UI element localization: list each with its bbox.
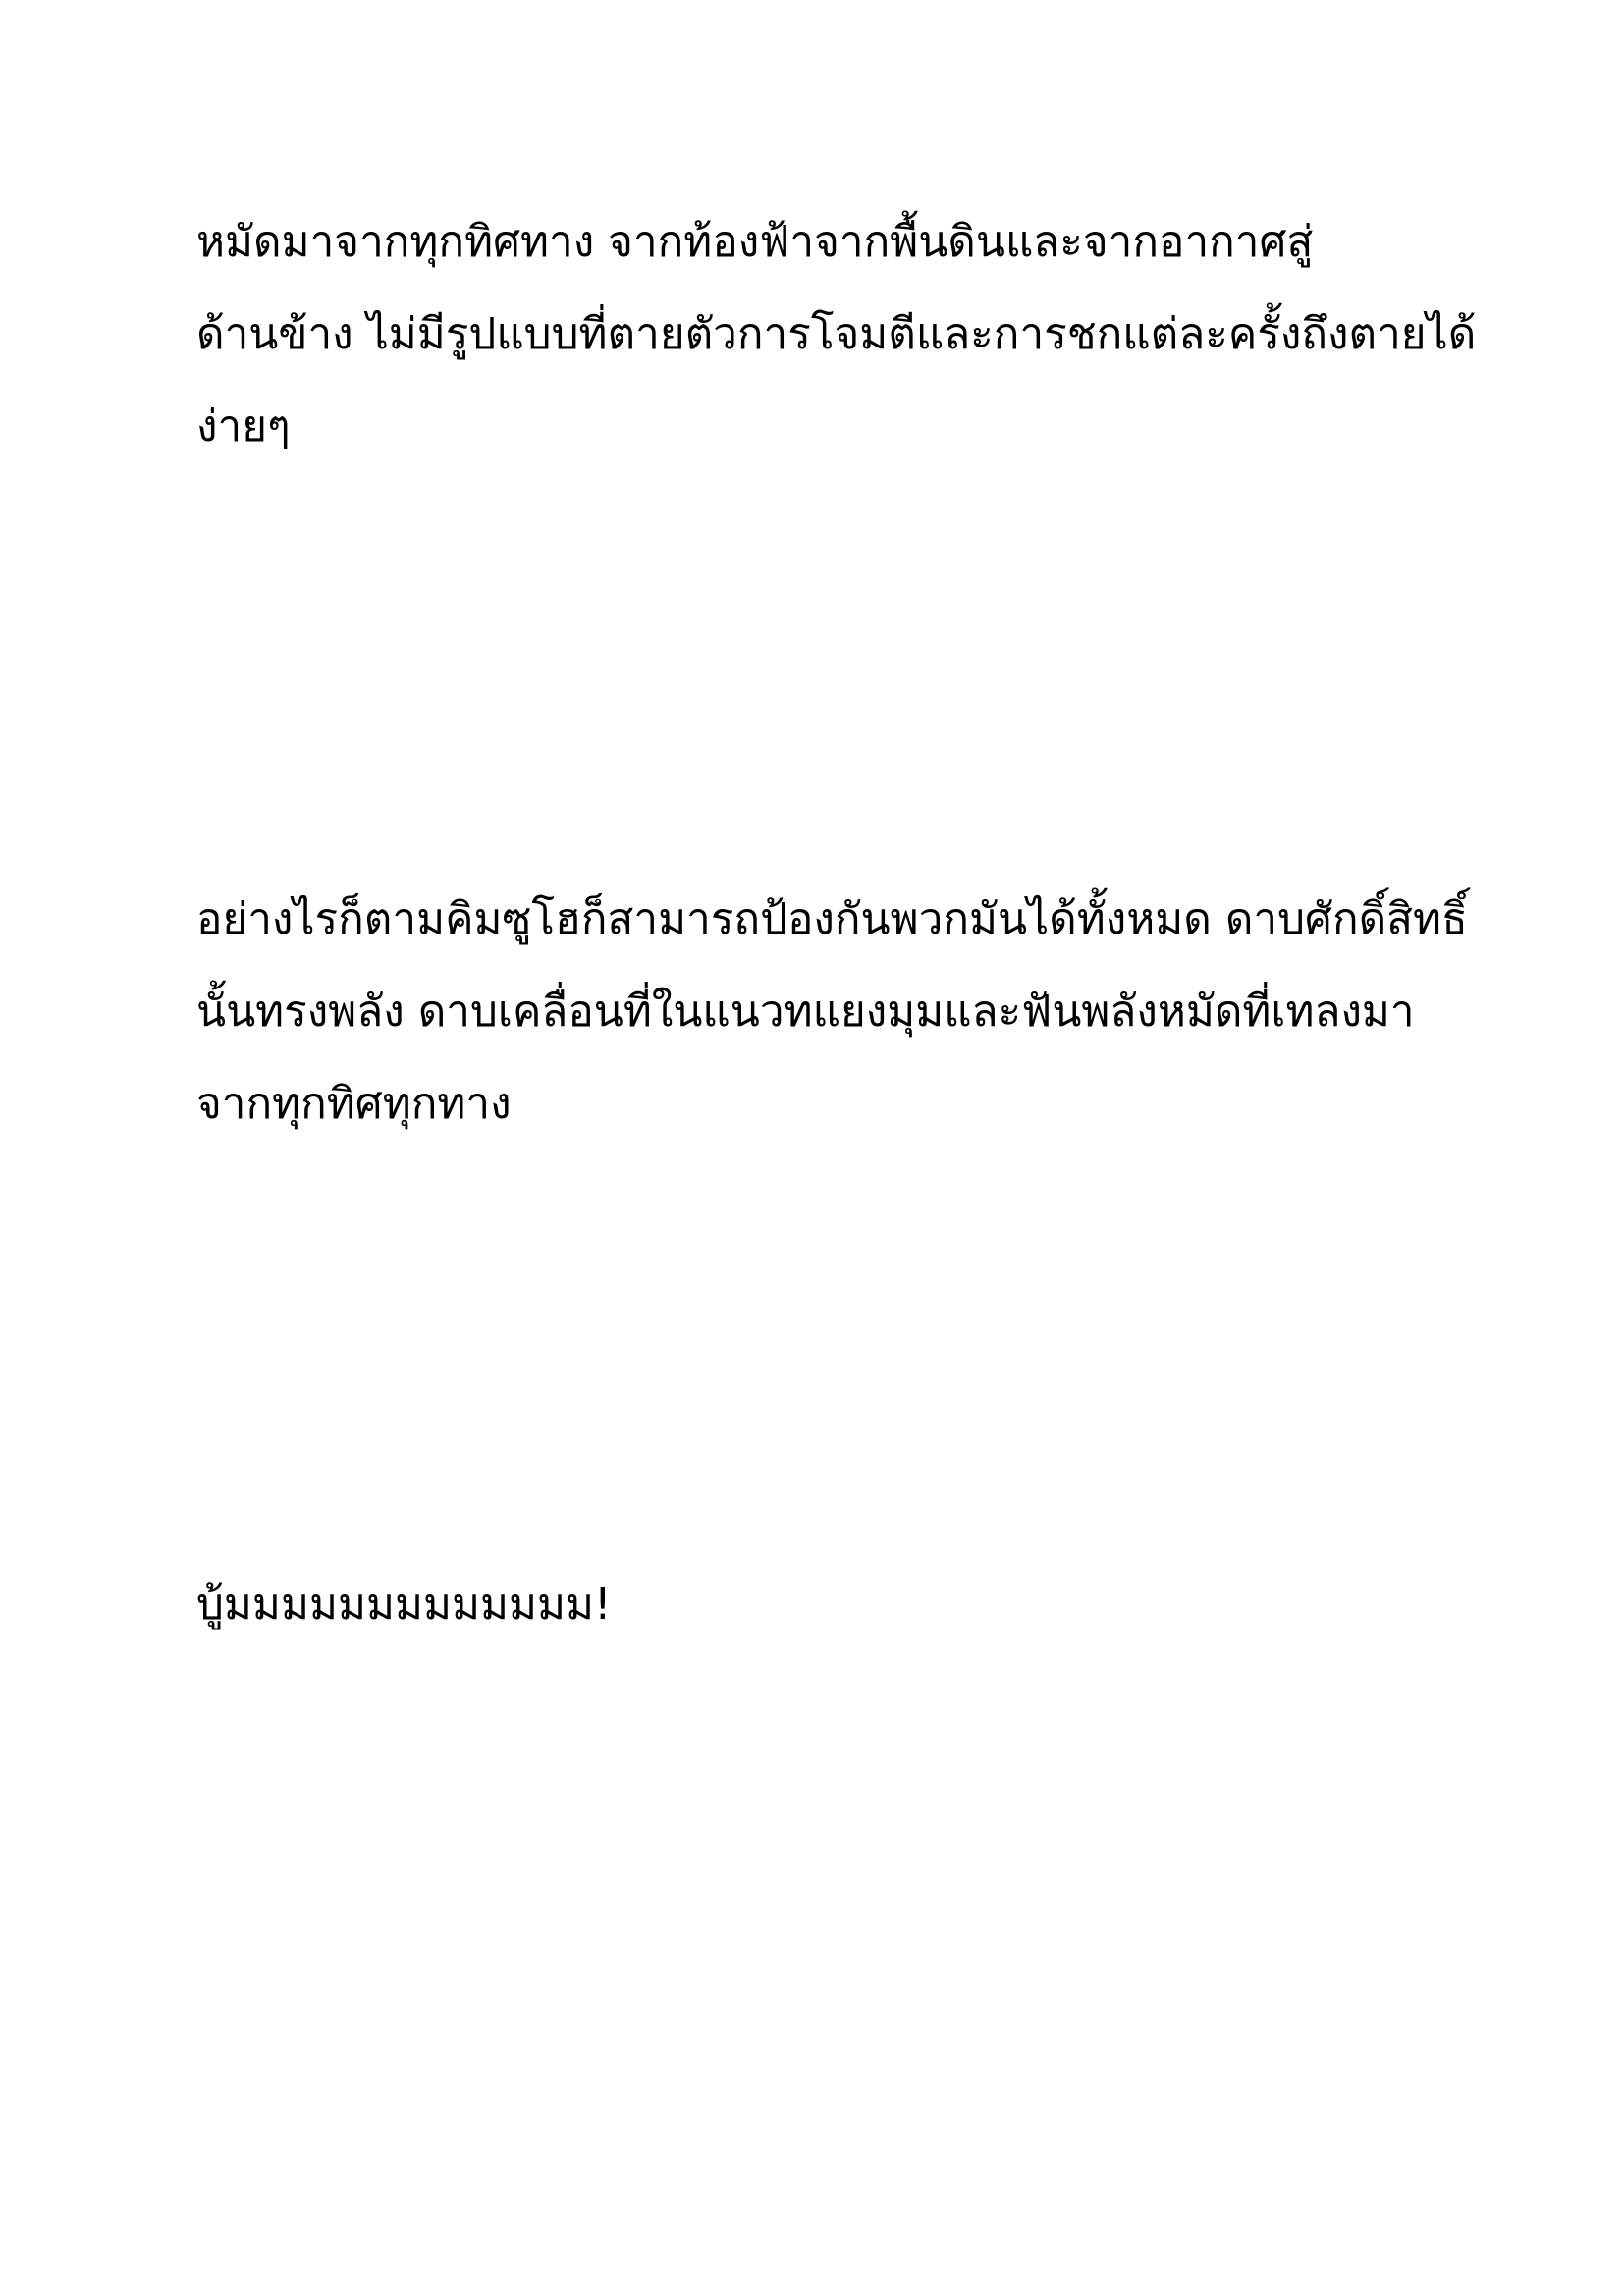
paragraph-punches <box>196 196 1477 473</box>
text-line: ง่ายๆ <box>196 401 291 452</box>
paragraph-holy-sword <box>196 874 1473 1150</box>
text-line: บู้มมมมมมมมมมมมม! <box>196 1579 612 1629</box>
text-line: ด้านข้าง ไม่มีรูปแบบที่ตายตัวการโจมตีและการชกแต่ละครั้งถึงตายได้ <box>196 309 1477 359</box>
text-line: นั้นทรงพลัง ดาบเคลื่อนที่ในแนวทแยงมุมและฟันพลังหมัดที่เทลงมา <box>196 987 1415 1037</box>
text-line: หมัดมาจากทุกทิศทาง จากท้องฟ้าจากพื้นดินและจากอากาศสู่ <box>196 217 1314 267</box>
text-line: อย่างไรก็ตามคิมซูโฮก็สามารถป้องกันพวกมันได้ทั้งหมด ดาบศักดิ์สิทธิ์ <box>196 894 1468 944</box>
text-line: จากทุกทิศทุกทาง <box>196 1079 512 1129</box>
paragraph-sound-effect <box>196 1559 1473 1651</box>
